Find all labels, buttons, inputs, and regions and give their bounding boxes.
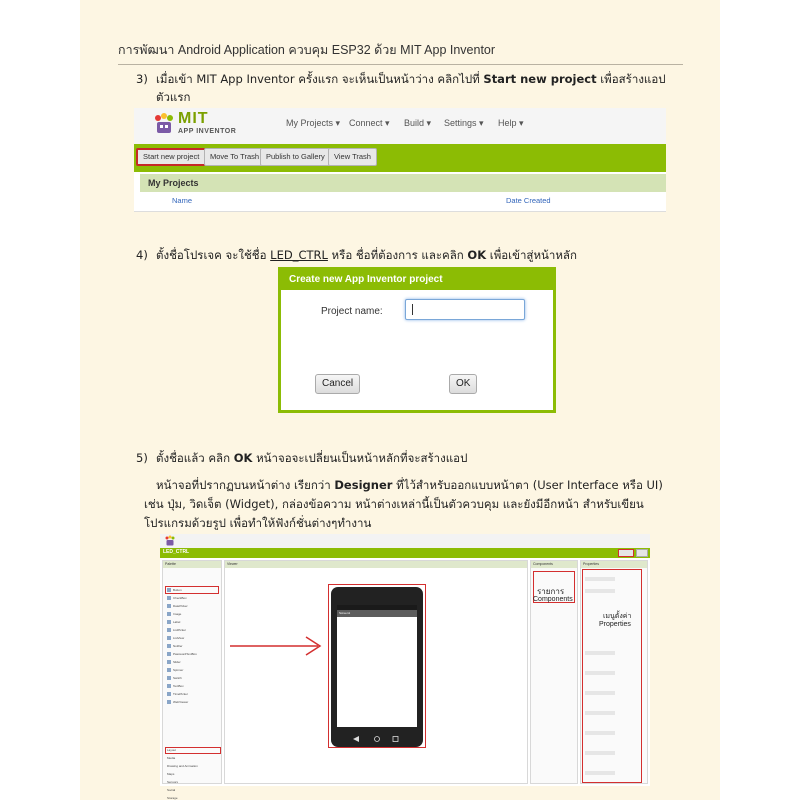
step-5: [136, 449, 696, 467]
spinner-icon: [167, 668, 171, 672]
palette-panel: [162, 560, 222, 800]
palette-header: Palette: [163, 561, 221, 568]
palette-label: Image: [173, 612, 182, 616]
p1-designer: Designer: [334, 478, 393, 492]
palette-label: PasswordTextBox: [173, 652, 197, 656]
properties-note-thai: เมนูตั้งค่า: [603, 613, 632, 620]
menu-build[interactable]: Build ▾: [404, 118, 432, 128]
step-5-ok: OK: [233, 451, 253, 465]
dialog-title: Create new App Inventor project: [281, 270, 553, 290]
step-3: [136, 70, 696, 106]
step-4-ok: OK: [467, 248, 487, 262]
arrow-icon: [230, 636, 330, 656]
step-3-line1-pre: เมื่อเข้า MIT App Inventor ครั้งแรก จะเห็นเป็นหน้าว่าง คลิกไปที่: [156, 72, 484, 86]
password-icon: [167, 652, 171, 656]
column-date-created[interactable]: Date Created: [506, 196, 551, 205]
designer-project-bar: [160, 548, 650, 558]
palette-section-drawing[interactable]: Drawing and Animation: [167, 764, 198, 768]
checkbox-icon: [167, 596, 171, 600]
my-projects-header: My Projects: [140, 174, 666, 192]
palette-item-webviewer[interactable]: [167, 699, 188, 705]
components-header: Components: [531, 561, 577, 568]
button-icon: [167, 588, 171, 592]
palette-item-notifier[interactable]: [167, 643, 183, 649]
palette-item-timepicker[interactable]: [167, 691, 188, 697]
step-5-number: 5): [136, 451, 148, 465]
publish-to-gallery-button[interactable]: Publish to Gallery: [260, 148, 331, 166]
palette-section-social[interactable]: Social: [167, 788, 176, 792]
viewer-header: Viewer: [225, 561, 527, 568]
designer-project-name: LED_CTRL: [163, 549, 190, 555]
palette-item-button[interactable]: [167, 587, 182, 593]
property-field[interactable]: [585, 771, 615, 775]
step-4-text: [156, 246, 577, 264]
menu-settings[interactable]: Settings ▾: [444, 118, 484, 128]
phone-nav-icons: [331, 734, 423, 744]
project-name-label: Project name:: [321, 306, 383, 317]
project-toolbar: [134, 144, 666, 172]
app-inventor-logo-icon: [152, 112, 176, 136]
properties-panel: [580, 560, 648, 784]
palette-label: ListPicker: [173, 628, 187, 632]
step-4-pre: ตั้งชื่อโปรเจค จะใช้ชื่อ: [156, 248, 271, 262]
screen-title: Screen1: [337, 610, 417, 617]
palette-section-sensors[interactable]: Sensors: [167, 780, 179, 784]
app-inventor-topbar: [134, 108, 666, 144]
new-project-dialog: [278, 267, 556, 413]
components-note-thai: รายการ: [537, 587, 565, 596]
palette-label: Spinner: [173, 668, 184, 672]
palette-label: DatePicker: [173, 604, 188, 608]
menu-connect[interactable]: Connect ▾: [349, 118, 390, 128]
palette-label: Button: [173, 588, 182, 592]
palette-item-checkbox[interactable]: [167, 595, 187, 601]
text-caret: [412, 304, 413, 315]
step-4: [136, 246, 696, 264]
step-4-number: 4): [136, 248, 148, 262]
step-4-post: เพื่อเข้าสู่หน้าหลัก: [486, 248, 577, 262]
paragraph-line-2: เช่น ปุ่ม, วิดเจ็ต (Widget), กล่องข้อความ หน้าต่างเหล่านี้เป็นตัวควบคุม และยังมีอีกหน้า สำหรับเขียน: [144, 497, 644, 511]
property-field[interactable]: [585, 589, 615, 593]
project-name-input[interactable]: [405, 299, 525, 320]
palette-item-listpicker[interactable]: [167, 627, 186, 633]
switch-icon: [167, 676, 171, 680]
property-field[interactable]: [585, 711, 615, 715]
step-3-number: 3): [136, 72, 148, 86]
components-note-en: Components: [533, 596, 573, 603]
listpicker-icon: [167, 628, 171, 632]
step-3-bold: Start new project: [483, 72, 597, 86]
palette-item-label[interactable]: [167, 619, 180, 625]
properties-header: Properties: [581, 561, 647, 568]
app-inventor-logo-icon: [163, 535, 177, 547]
palette-label: TimePicker: [173, 692, 188, 696]
p1-post: ที่ไว้สำหรับออกแบบหน้าตา (User Interface หรือ UI): [392, 478, 663, 492]
image-icon: [167, 612, 171, 616]
step-5-text: [156, 449, 467, 467]
column-name[interactable]: Name: [172, 196, 193, 205]
palette-label: ListView: [173, 636, 185, 640]
palette-label: Notifier: [173, 644, 183, 648]
textbox-icon: [167, 684, 171, 688]
step-3-line2: ตัวแรก: [156, 90, 191, 104]
listview-icon: [167, 636, 171, 640]
designer-button-highlight[interactable]: [618, 549, 634, 557]
components-panel: [530, 560, 578, 784]
step-4-project-name: LED_CTRL: [270, 248, 328, 262]
palette-section-layout[interactable]: Layout: [167, 748, 177, 752]
palette-item-listview[interactable]: [167, 635, 184, 641]
palette-label: Slider: [173, 660, 181, 664]
page-header: การพัฒนา Android Application ควบคุม ESP32 ด้วย MIT App Inventor: [118, 43, 496, 57]
header-divider: [118, 64, 683, 65]
step-3-line1-post: เพื่อสร้างแอป: [596, 72, 666, 86]
palette-label: Switch: [173, 676, 182, 680]
palette-label: CheckBox: [173, 596, 187, 600]
palette-item-spinner[interactable]: [167, 667, 183, 673]
properties-note-en: Properties: [599, 621, 631, 628]
p1-pre: หน้าจอที่ปรากฏบนหน้าต่าง เรียกว่า: [156, 478, 335, 492]
step-5-post: หน้าจอจะเปลี่ยนเป็นหน้าหลักที่จะสร้างแอป: [252, 451, 468, 465]
phone-preview: [331, 587, 423, 747]
step-5-paragraph: [144, 476, 704, 532]
palette-item-image[interactable]: [167, 611, 181, 617]
palette-item-textbox[interactable]: [167, 683, 184, 689]
palette-section-maps[interactable]: Maps: [167, 772, 175, 776]
start-new-project-button[interactable]: Start new project: [136, 148, 206, 166]
property-field[interactable]: [585, 577, 615, 581]
designer-topbar: [160, 534, 650, 548]
slider-icon: [167, 660, 171, 664]
palette-section-media[interactable]: Media: [167, 756, 176, 760]
property-field[interactable]: [585, 731, 615, 735]
step-4-mid: หรือ ชื่อที่ต้องการ และคลิก: [327, 248, 468, 262]
timepicker-icon: [167, 692, 171, 696]
logo-title: MIT: [178, 110, 209, 127]
paragraph-line-1: [144, 476, 704, 495]
datepicker-icon: [167, 604, 171, 608]
property-field[interactable]: [585, 691, 615, 695]
palette-item-switch[interactable]: [167, 675, 182, 681]
label-icon: [167, 620, 171, 624]
cancel-button[interactable]: Cancel: [315, 374, 360, 394]
app-inventor-home-screenshot: [134, 108, 666, 212]
phone-screen: [337, 605, 417, 727]
menu-help[interactable]: Help ▾: [498, 118, 524, 128]
designer-screenshot: [160, 534, 650, 800]
blocks-button[interactable]: [636, 549, 648, 557]
move-to-trash-button[interactable]: Move To Trash: [204, 148, 265, 166]
ok-button[interactable]: OK: [449, 374, 477, 394]
notifier-icon: [167, 644, 171, 648]
property-field[interactable]: [585, 671, 615, 675]
palette-label: WebViewer: [173, 700, 189, 704]
palette-item-datepicker[interactable]: [167, 603, 188, 609]
step-3-text: [156, 70, 666, 106]
palette-label: TextBox: [173, 684, 184, 688]
view-trash-button[interactable]: View Trash: [328, 148, 377, 166]
logo-subtitle: APP INVENTOR: [178, 128, 237, 135]
menu-my-projects[interactable]: My Projects ▾: [286, 118, 341, 128]
palette-item-passwordtextbox[interactable]: [167, 651, 197, 657]
property-field[interactable]: [585, 751, 615, 755]
paragraph-line-3: โปรแกรมด้วยรูป เพื่อทำให้ฟังก์ชั่นต่างๆทำงาน: [144, 516, 372, 530]
palette-item-slider[interactable]: [167, 659, 181, 665]
palette-section-storage[interactable]: Storage: [167, 796, 178, 800]
webviewer-icon: [167, 700, 171, 704]
step-5-pre: ตั้งชื่อแล้ว คลิก: [156, 451, 234, 465]
property-field[interactable]: [585, 651, 615, 655]
palette-label: Label: [173, 620, 181, 624]
